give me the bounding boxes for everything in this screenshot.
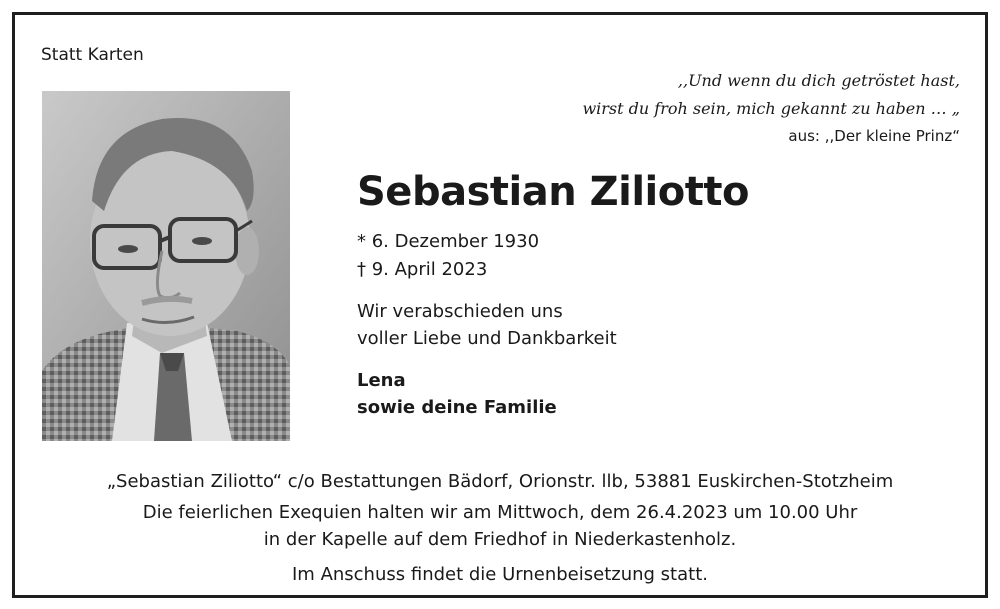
signatory-family: sowie deine Familie [357, 397, 557, 418]
quote-source: aus: ,,Der kleine Prinz“ [788, 127, 960, 145]
death-date: † 9. April 2023 [357, 259, 488, 280]
service-info-line-1: Die feierlichen Exequien halten wir am Mittwoch, dem 26.4.2023 um 10.00 Uhr [142, 502, 858, 523]
statt-karten-label: Statt Karten [41, 45, 144, 65]
deceased-name: Sebastian Ziliotto [357, 169, 749, 215]
quote-line-2: wirst du froh sein, mich gekannt zu haben … „ [582, 99, 960, 118]
obituary-frame [12, 12, 988, 598]
contact-address: „Sebastian Ziliotto“ c/o Bestattungen Bädorf, Orionstr. llb, 53881 Euskirchen-Stotzheim [106, 471, 894, 492]
urn-burial-note: Im Anschuss findet die Urnenbeisetzung statt. [292, 564, 708, 585]
farewell-line-1: Wir verabschieden uns [357, 301, 563, 322]
portrait-photo [42, 91, 290, 441]
farewell-line-2: voller Liebe und Dankbarkeit [357, 328, 617, 349]
signatory-name: Lena [357, 370, 406, 391]
service-info-line-2: in der Kapelle auf dem Friedhof in Niederkastenholz. [263, 529, 737, 550]
quote-line-1: ,,Und wenn du dich getröstet hast, [677, 71, 960, 90]
birth-date: * 6. Dezember 1930 [357, 231, 540, 252]
